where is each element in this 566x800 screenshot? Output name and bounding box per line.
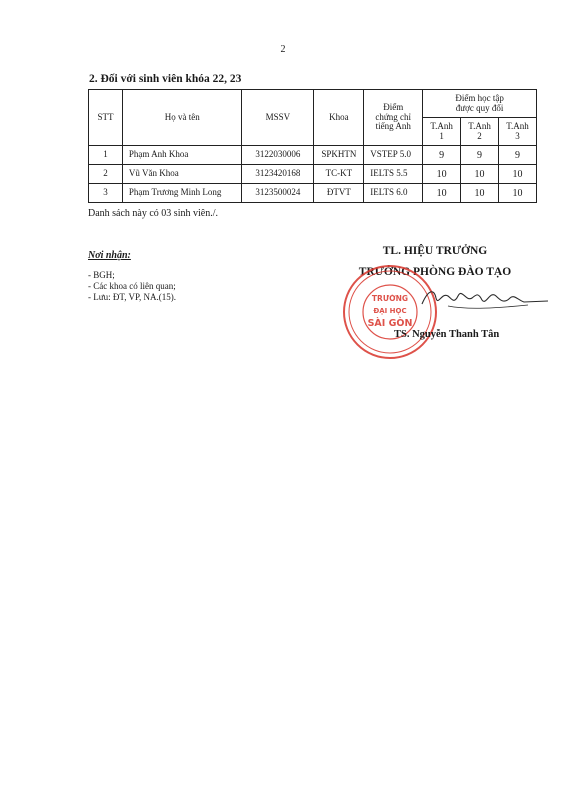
cell-name: Vũ Văn Khoa <box>122 165 242 184</box>
cell-tanh-1: 10 <box>423 184 461 203</box>
page-number: 2 <box>280 44 286 55</box>
header-cert <box>364 90 423 146</box>
recipient-item: - Lưu: ĐT, VP, NA.(15). <box>88 292 177 302</box>
signature-stroke <box>422 292 548 304</box>
signer-title-line2: TRƯỞNG PHÒNG ĐÀO TẠO <box>358 266 512 278</box>
cell-cert: IELTS 5.5 <box>364 165 423 184</box>
table-row <box>89 146 537 165</box>
cell-khoa: SPKHTN <box>314 146 364 165</box>
cell-tanh-3: 10 <box>499 184 537 203</box>
header-tanh-3-b: 3 <box>515 130 520 141</box>
cell-tanh-3: 9 <box>499 146 537 165</box>
cell-cert: VSTEP 5.0 <box>364 146 423 165</box>
seal-text-middle: ĐẠI HỌC <box>373 307 407 315</box>
cell-mssv: 3122030006 <box>242 146 314 165</box>
cell-tanh-1: 10 <box>423 165 461 184</box>
header-mssv: MSSV <box>242 90 314 146</box>
summary-text: Danh sách này có 03 sinh viên./. <box>88 208 218 219</box>
header-cert-line3: tiếng Anh <box>375 121 411 132</box>
header-khoa: Khoa <box>314 90 364 146</box>
signer-title-line1: TL. HIỆU TRƯỞNG <box>382 245 488 257</box>
seal-text-bottom: SÀI GÒN <box>367 318 413 329</box>
recipient-item: - Các khoa có liên quan; <box>88 281 176 291</box>
header-tanh-1-a: T.Anh <box>430 120 453 131</box>
handwritten-signature <box>418 284 550 314</box>
recipient-item: - BGH; <box>88 270 115 280</box>
header-tanh-2-a: T.Anh <box>468 120 491 131</box>
cell-mssv: 3123500024 <box>242 184 314 203</box>
recipients-list <box>88 270 176 303</box>
header-tanh-2 <box>461 118 499 146</box>
header-tanh-2-b: 2 <box>477 130 482 141</box>
cell-tanh-2: 9 <box>461 146 499 165</box>
header-cert-line1: Điểm <box>383 101 404 112</box>
header-converted-line2: được quy đổi <box>455 102 504 113</box>
header-converted <box>423 90 537 118</box>
cell-mssv: 3123420168 <box>242 165 314 184</box>
cell-tanh-2: 10 <box>461 165 499 184</box>
header-converted-line1: Điểm học tập <box>455 92 504 103</box>
signer-name: TS. Nguyễn Thanh Tân <box>394 329 500 340</box>
cell-stt: 1 <box>89 146 123 165</box>
cell-tanh-2: 10 <box>461 184 499 203</box>
cell-stt: 3 <box>89 184 123 203</box>
header-stt: STT <box>89 90 123 146</box>
cell-tanh-1: 9 <box>423 146 461 165</box>
header-tanh-3-a: T.Anh <box>506 120 529 131</box>
seal-text-top: TRƯỜNG <box>371 294 409 303</box>
cell-tanh-3: 10 <box>499 165 537 184</box>
recipients-title: Nơi nhận: <box>88 250 131 261</box>
cell-stt: 2 <box>89 165 123 184</box>
section-heading: 2. Đối với sinh viên khóa 22, 23 <box>89 73 242 85</box>
header-name: Họ và tên <box>122 90 242 146</box>
table-row <box>89 184 537 203</box>
cell-khoa: ĐTVT <box>314 184 364 203</box>
cell-name: Phạm Anh Khoa <box>122 146 242 165</box>
header-tanh-1-b: 1 <box>439 130 444 141</box>
cell-name: Phạm Trương Minh Long <box>122 184 242 203</box>
header-tanh-3 <box>499 118 537 146</box>
table-row <box>89 165 537 184</box>
cell-khoa: TC-KT <box>314 165 364 184</box>
header-cert-line2: chứng chỉ <box>375 111 412 122</box>
signature-underline <box>448 305 528 308</box>
students-table <box>88 89 537 203</box>
header-tanh-1 <box>423 118 461 146</box>
cell-cert: IELTS 6.0 <box>364 184 423 203</box>
